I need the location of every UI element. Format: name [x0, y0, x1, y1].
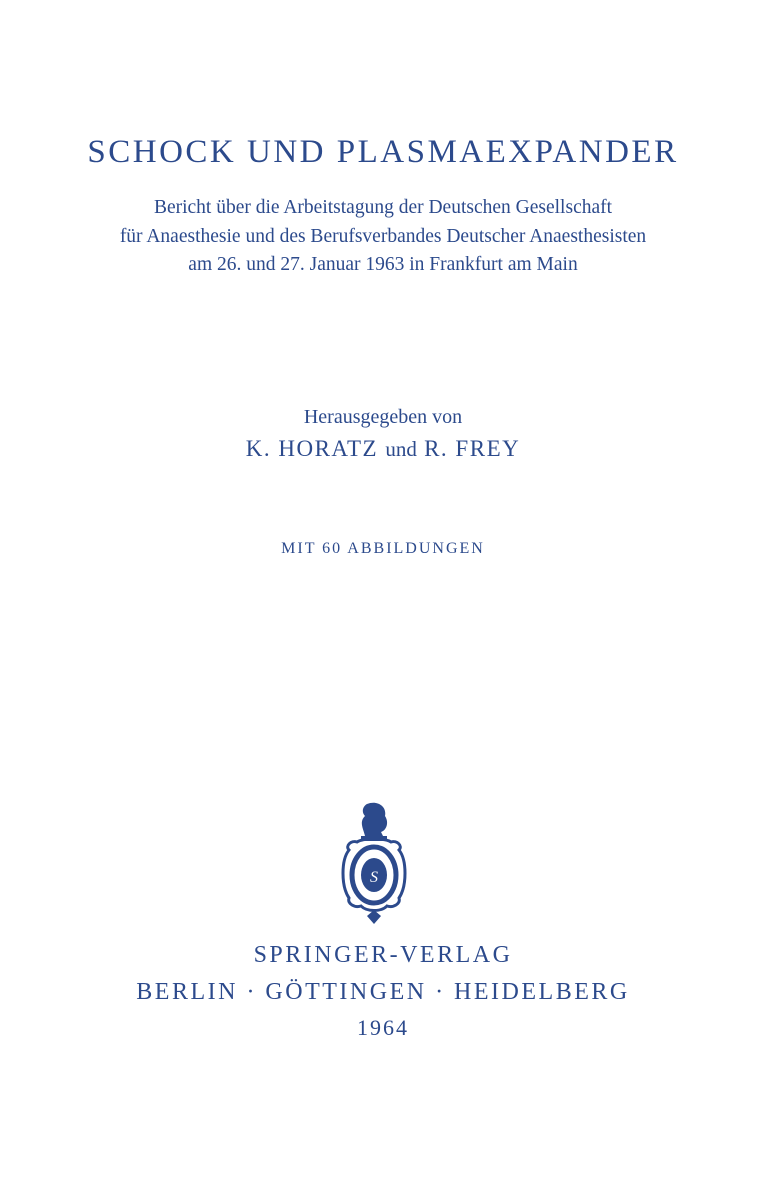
editors [0, 436, 766, 462]
springer-knight-logo-icon [337, 800, 411, 928]
publisher-cities: BERLIN · GÖTTINGEN · HEIDELBERG [136, 979, 630, 1005]
editor-2: R. FREY [424, 436, 521, 461]
editors-joiner: und [385, 437, 417, 461]
subtitle-line-2: für Anaesthesie und des Berufsverbandes Deutscher Anaesthesisten [119, 226, 647, 247]
editors-intro: Herausgegeben von [303, 406, 463, 428]
subtitle-line-1: Bericht über die Arbeitstagung der Deutschen Gesellschaft [153, 197, 613, 218]
illustrations-note: MIT 60 ABBILDUNGEN [281, 540, 485, 557]
svg-text:S: S [370, 869, 378, 886]
editor-1: K. HORATZ [245, 436, 379, 461]
book-title: SCHOCK UND PLASMAEXPANDER [87, 134, 679, 170]
publication-year: 1964 [357, 1015, 409, 1040]
publisher: SPRINGER-VERLAG [253, 942, 513, 968]
subtitle-line-3: am 26. und 27. Januar 1963 in Frankfurt am Main [188, 254, 578, 275]
